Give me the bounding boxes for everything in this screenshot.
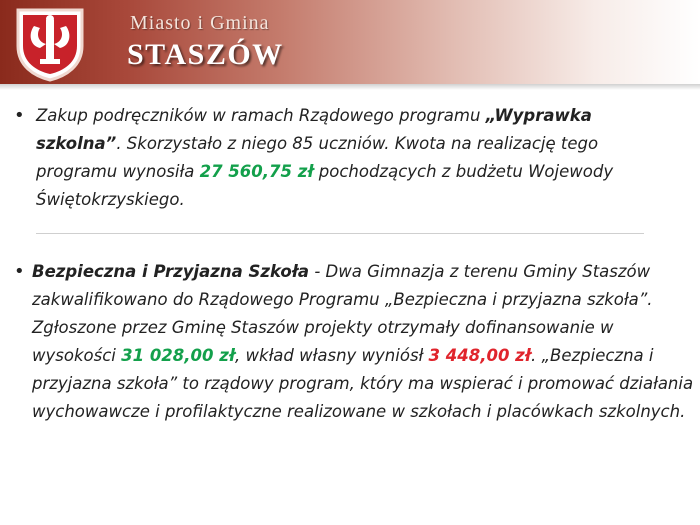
- text-segment: . Skorzystało z niego 85 uczniów. Kwota na realizację tego programu wynosiła: [36, 134, 599, 181]
- text-segment: pochodzących z budżetu Wojewody Świętokrzyskiego.: [36, 162, 614, 209]
- text-segment: . „Bezpieczna i przyjazna szkoła” to rządowy program, który ma wspierać i promować działania wychowawcze i profilaktyczne realizowane w szkołach i placówkach szkolnych.: [32, 346, 694, 421]
- bullet-wyprawka: [14, 102, 674, 214]
- header-subtitle: Miasto i Gmina: [130, 12, 270, 34]
- text-segment: Zakup podręczników w ramach Rządowego programu: [36, 106, 486, 125]
- divider: [36, 233, 644, 234]
- text-segment: - Dwa Gimnazja z terenu Gminy Staszów zakwalifikowano do Rządowego Programu „Bezpieczna i przyjazna szkoła”. Zgłoszone przez Gminę Staszów projekty otrzymały dofinansowanie w wysokości: [32, 262, 653, 365]
- bullet-text: [32, 258, 694, 426]
- bullet-text: [36, 102, 674, 214]
- amount-green: 31 028,00 zł: [121, 346, 236, 365]
- amount-red: 3 448,00 zł: [428, 346, 531, 365]
- bullet-bezpieczna-szkola: [14, 258, 694, 426]
- header-title: STASZÓW: [127, 38, 284, 71]
- bullet-dot-icon: •: [14, 105, 25, 126]
- bullet-dot-icon: •: [14, 261, 25, 282]
- program-name: Bezpieczna i Przyjazna Szkoła: [32, 262, 310, 281]
- text-segment: , wkład własny wyniósł: [235, 346, 429, 365]
- program-name: „Wyprawka szkolna”: [36, 106, 592, 153]
- amount-green: 27 560,75 zł: [199, 162, 314, 181]
